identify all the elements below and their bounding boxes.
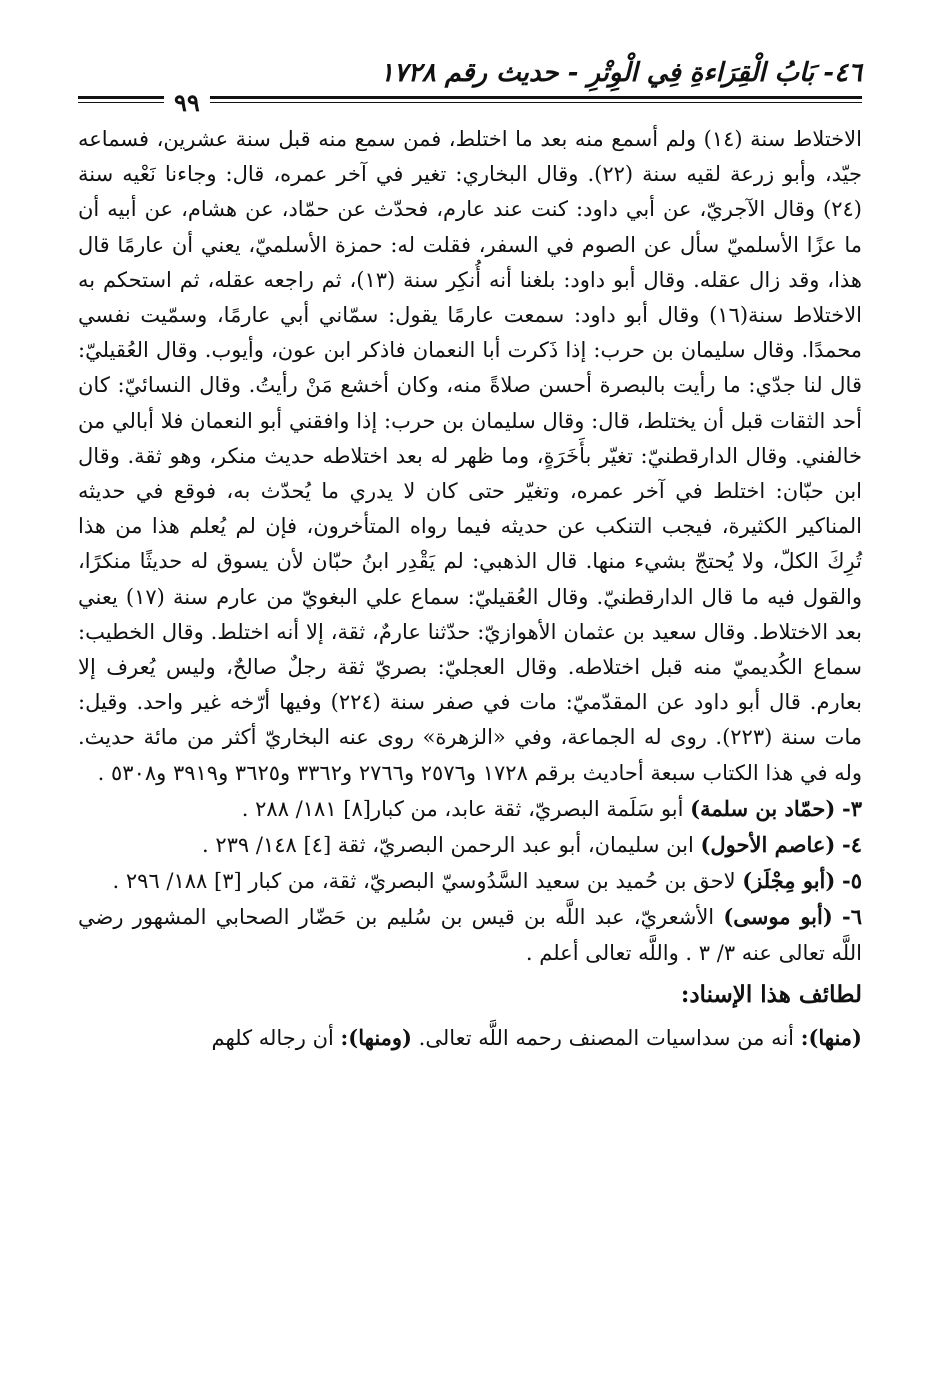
narrator-item: [78, 827, 862, 863]
narrator-desc: لاحق بن حُميد بن سعيد السَّدُوسيّ البصريّ، ثقة، من كبار [٣] ١٨٨/ ٢٩٦ .: [112, 869, 743, 894]
narrator-desc: الأشعريّ، عبد اللَّه بن قيس بن سُليم بن حَضّار الصحابي المشهور رضي اللَّه تعالى عنه ٣/ ٣ . واللَّه تعالى أعلم .: [78, 905, 862, 965]
final-label-1: (منها):: [800, 1025, 862, 1051]
narration-paragraph: الاختلاط سنة (١٤) ولم أسمع منه بعد ما اختلط، فمن سمع منه قبل سنة عشرين، فسماعه جيّد، وأبو زرعة لقيه سنة (٢٢). وقال البخاري: تغير في آخر عمره، قال: وجاءنا نَعْيه سنة (٢٤) وقال الآجريّ، عن أبي داود: كنت عند عارم، فحدّث عن حمّاد، عن هشام، عن أبيه أن ما عزًا الأسلميّ سأل عن الصوم في السفر، فقلت له: حمزة الأسلميّ، يعني أن عارمًا قال هذا، وقد زال عقله. وقال أبو داود: بلغنا أنه أُنكِر سنة (١٣)، ثم راجعه عقله، ثم استحكم به الاختلاط سنة(١٦) وقال أبو داود: سمعت عارمًا يقول: سمّاني أبي عارمًا، وسمّيت نفسي محمدًا. وقال سليمان بن حرب: إذا ذَكرت أبا النعمان فاذكر ابن عون، وأيوب. وقال العُقيليّ: قال لنا جدّي: ما رأيت بالبصرة أحسن صلاةً منه، وكان أخشع مَنْ رأيتُ. وقال النسائيّ: كان أحد الثقات قبل أن يختلط، قال: وقال سليمان بن حرب: إذا وافقني أبو النعمان فلا أبالي من خالفني. وقال الدارقطنيّ: تغيّر بأَخَرَةٍ، وما ظهر له بعد اختلاطه حديث منكر، وهو ثقة. وقال ابن حبّان: اختلط في آخر عمره، وتغيّر حتى كان لا يدري ما يُحدّث به، فوقع في حديثه المناكير الكثيرة، فيجب التنكب عن حديثه فيما رواه المتأخرون، فإن لم يُعلم هذا من هذا تُرِكَ الكلّ، ولا يُحتجّ بشيء منها. قال الذهبي: لم يَقْدِر ابنُ حبّان لأن يسوق له حديثًا منكرًا، والقول فيه ما قال الدارقطنيّ. وقال العُقيليّ: سماع علي البغويّ من عارم سنة (١٧) يعني بعد الاختلاط. وقال سعيد بن عثمان الأهوازيّ: حدّثنا عارمٌ، ثقة، إلا أنه اختلط. وقال الخطيب: سماع الكُديميّ منه قبل اختلاطه. وقال العجليّ: بصريّ ثقة رجلٌ صالحٌ، وليس يُعرف إلا بعارم. قال أبو داود عن المقدّميّ: مات في صفر سنة (٢٢٤) وفيها أرّخه غير واحد. وقيل: مات سنة (٢٢٣). روى له الجماعة، وفي «الزهرة» روى عنه البخاريّ أكثر من مائة حديث. وله في هذا الكتاب سبعة أحاديث برقم ١٧٢٨ و٢٥٧٦ و٢٧٦٦ و٣٣٦٢ و٣٦٢٥ و٣٩١٩ و٥٣٠٨ .: [78, 127, 863, 785]
body-text: [78, 122, 862, 1056]
narrator-name: (أبو مِجْلَز): [742, 868, 836, 894]
narrator-item: [78, 899, 862, 970]
page-number: ٩٩: [164, 88, 210, 117]
page: [78, 52, 862, 1056]
narrator-desc: أبو سَلَمة البصريّ، ثقة عابد، من كبار[٨] ١٨١/ ٢٨٨ .: [241, 796, 691, 821]
narrator-item: [78, 791, 862, 827]
narrator-number: ٥-: [842, 868, 862, 894]
narrator-name: (حمّاد بن سلمة): [690, 795, 836, 821]
narrator-desc: ابن سليمان، أبو عبد الرحمن البصريّ، ثقة [٤] ١٤٨/ ٢٣٩ .: [201, 833, 701, 858]
narrator-number: ٦-: [841, 904, 862, 930]
page-header: [78, 52, 862, 122]
section-title: لطائف هذا الإسناد:: [680, 980, 862, 1008]
final-paragraph: [78, 1020, 862, 1056]
narrator-number: ٤-: [842, 832, 862, 858]
narrator-name: (أبو موسى): [723, 904, 833, 930]
final-text-2: أن رجاله كلهم: [211, 1026, 341, 1051]
final-label-2: (ومنها):: [340, 1025, 412, 1051]
final-text-1: أنه من سداسيات المصنف رحمه اللَّه تعالى.: [411, 1026, 801, 1051]
narrator-item: [78, 863, 862, 899]
narrator-name: (عاصم الأحول): [700, 832, 836, 858]
narrator-number: ٣-: [842, 795, 862, 821]
chapter-title: ٤٦- بَابُ الْقِرَاءةِ فِي الْوِتْرِ - حديث رقم ١٧٢٨: [379, 58, 862, 88]
